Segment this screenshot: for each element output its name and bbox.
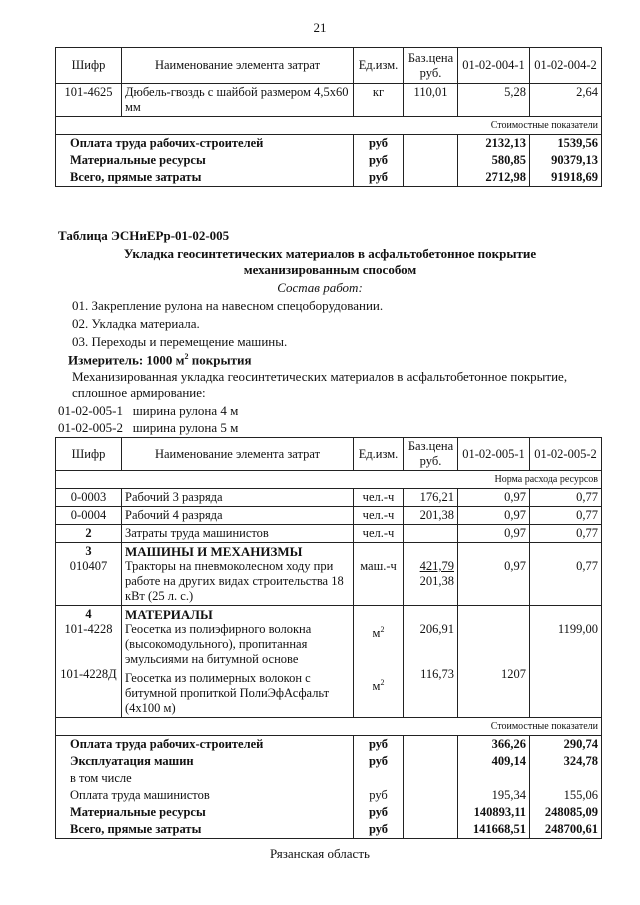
summary-row: Эксплуатация машин руб 409,14 324,78 [56, 753, 602, 770]
work-item: 03. Переходы и перемещение машины. [72, 334, 288, 349]
header-col1: 01-02-005-1 [458, 438, 530, 471]
table-row: 4 101-4228 101-4228Д МАТЕРИАЛЫ Геосетка из полиэфирного волокна (высокомодульного), пропитанная эмульсиями на битумной основе Геосетка из полимерных волокон с битумной пропиткой ПолиЭфАсфальт (4х100 м) $м^2$ $м^2$ 206,91 116,73 1207 1199,00 [56, 606, 602, 718]
resource-table [55, 437, 602, 839]
table-title: Таблица ЭСНиЕРр-01-02-005 [58, 228, 230, 243]
row-name: Дюбель-гвоздь с шайбой размером 4,5х60 мм [122, 84, 354, 117]
row-price: 110,01 [404, 84, 458, 117]
norm-label: Норма расхода ресурсов [56, 471, 602, 489]
table-row: 0-0004 Рабочий 4 разряда чел.-ч 201,38 0,97 0,77 [56, 507, 602, 525]
summary-row: Оплата труда рабочих-строителей руб 366,26 290,74 [56, 736, 602, 754]
table-prev [55, 47, 602, 187]
header-base-price: Баз.цена руб. [404, 438, 458, 471]
table-row: 2 Затраты труда машинистов чел.-ч 0,97 0,77 [56, 525, 602, 543]
meter-label: Измеритель: 1000 $м^2$ покрытия [68, 352, 252, 368]
header-name: Наименование элемента затрат [122, 48, 354, 84]
table-row: 0-0003 Рабочий 3 разряда чел.-ч 176,21 0,97 0,77 [56, 489, 602, 507]
section-heading: Укладка геосинтетических материалов в асфальтобетонное покрытие механизированным способом [123, 246, 537, 277]
row-code: 101-4625 [56, 84, 122, 117]
header-col1: 01-02-004-1 [458, 48, 530, 84]
summary-row: в том числе [56, 770, 602, 787]
footer-region: Рязанская область [270, 846, 370, 861]
work-item: 02. Укладка материала. [72, 316, 200, 331]
work-item: 01. Закрепление рулона на навесном спецоборудовании. [72, 298, 384, 313]
page-number: 21 [313, 20, 327, 35]
header-base-price: Баз.цена руб. [404, 48, 458, 84]
summary-row: Оплата труда рабочих-строителей руб 2132,13 1539,56 [56, 135, 602, 153]
summary-row: Всего, прямые затраты руб 2712,98 91918,69 [56, 169, 602, 187]
header-col2: 01-02-004-2 [530, 48, 602, 84]
summary-row: Всего, прямые затраты руб 141668,51 248700,61 [56, 821, 602, 839]
header-unit: Ед.изм. [354, 48, 404, 84]
works-title: Состав работ: [277, 280, 363, 295]
cost-label: Стоимостные показатели [56, 117, 602, 135]
header-name: Наименование элемента затрат [122, 438, 354, 471]
row-v2: 2,64 [530, 84, 602, 117]
table-row [56, 84, 602, 117]
header-code: Шифр [56, 438, 122, 471]
description: Механизированная укладка геосинтетических материалов в асфальтобетонное покрытие, сплошное армирование: [72, 369, 568, 400]
cost-label: Стоимостные показатели [56, 718, 602, 736]
summary-row: Материальные ресурсы руб 580,85 90379,13 [56, 152, 602, 169]
variant-item: 01-02-005-1 ширина рулона 4 м [58, 403, 239, 418]
summary-row: Материальные ресурсы руб 140893,11 248085,09 [56, 804, 602, 821]
header-col2: 01-02-005-2 [530, 438, 602, 471]
variant-item: 01-02-005-2 ширина рулона 5 м [58, 420, 239, 435]
header-code: Шифр [56, 48, 122, 84]
table-row: 3 010407 МАШИНЫ И МЕХАНИЗМЫ Тракторы на пневмоколесном ходу при работе на других видах строительства 18 кВт (25 л. с.) маш.-ч 421,79 201,38 0,97 0,77 [56, 543, 602, 606]
row-v1: 5,28 [458, 84, 530, 117]
summary-row: Оплата труда машинистов руб 195,34 155,06 [56, 787, 602, 804]
header-unit: Ед.изм. [354, 438, 404, 471]
row-unit: кг [354, 84, 404, 117]
